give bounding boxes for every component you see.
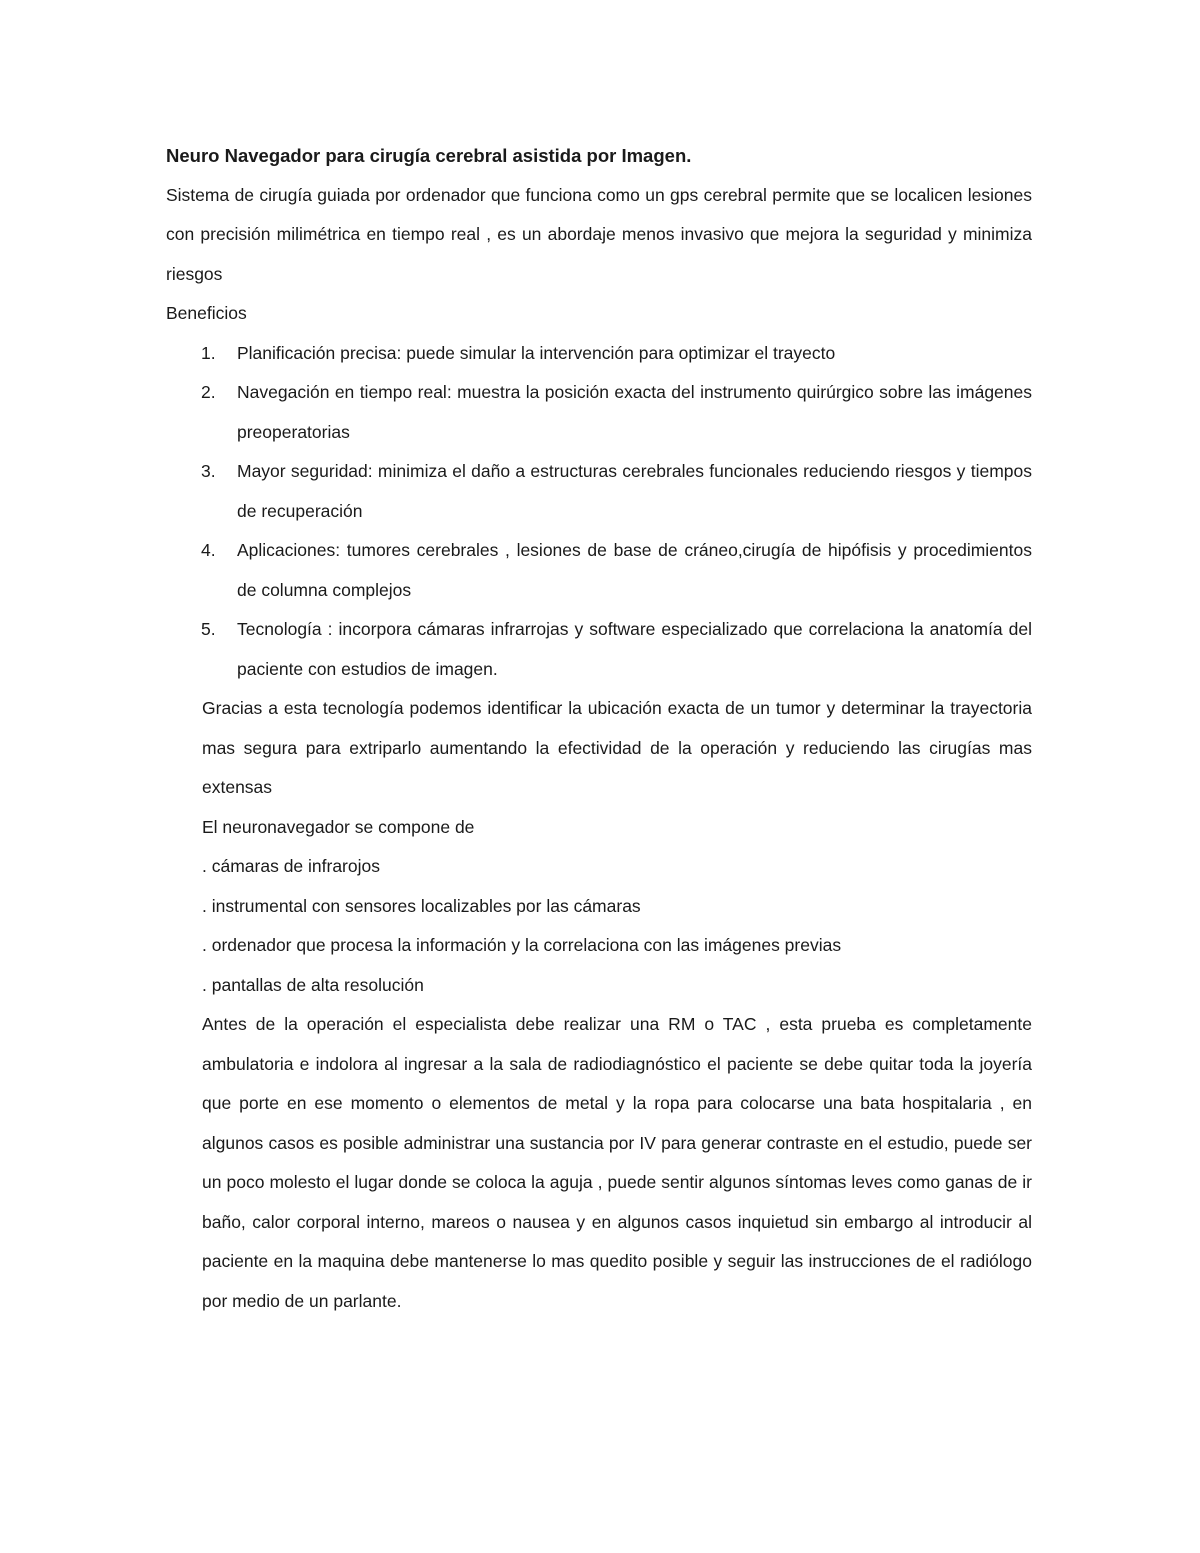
- list-item-text: Tecnología : incorpora cámaras infrarrojas y software especializado que correlaciona la anatomía del paciente con estudios de imagen.: [237, 619, 1032, 679]
- list-item: [166, 531, 1032, 610]
- components-heading: El neuronavegador se compone de: [202, 816, 475, 837]
- gracias-paragraph: Gracias a esta tecnología podemos identificar la ubicación exacta de un tumor y determinar la trayectoria mas segura para extriparlo aumentando la efectividad de la operación y reduciendo las cirugías mas extensas: [202, 698, 1032, 797]
- document-title: Neuro Navegador para cirugía cerebral asistida por Imagen.: [166, 145, 692, 166]
- document-body: [166, 136, 1032, 1321]
- closing-paragraph: Antes de la operación el especialista debe realizar una RM o TAC , esta prueba es completamente ambulatoria e indolora al ingresar a la sala de radiodiagnóstico el paciente se debe quitar toda la joyería que porte en ese momento o elementos de metal y la ropa para colocarse una bata hospitalaria , en algunos casos es posible administrar una sustancia por IV para generar contraste en el estudio, puede ser un poco molesto el lugar donde se coloca la aguja , puede sentir algunos síntomas leves como ganas de ir baño, calor corporal interno, mareos o nausea y en algunos casos inquietud sin embargo al introducir al paciente en la maquina debe mantenerse lo mas quedito posible y seguir las instrucciones de el radiólogo por medio de un parlante.: [202, 1014, 1032, 1311]
- list-item: [166, 334, 1032, 374]
- component-item: . instrumental con sensores localizables por las cámaras: [202, 895, 641, 916]
- list-item-text: Planificación precisa: puede simular la intervención para optimizar el trayecto: [237, 342, 836, 363]
- list-item: [166, 373, 1032, 452]
- component-item: . cámaras de infrarojos: [202, 856, 380, 876]
- list-item: [166, 610, 1032, 689]
- list-number: 1.: [201, 342, 216, 363]
- benefits-list: [166, 334, 1032, 690]
- list-item-text: Navegación en tiempo real: muestra la posición exacta del instrumento quirúrgico sobre las imágenes preoperatorias: [237, 382, 1032, 442]
- list-number: 5.: [201, 619, 216, 639]
- component-item: . pantallas de alta resolución: [202, 974, 424, 995]
- list-item: [166, 452, 1032, 531]
- list-number: 3.: [201, 461, 216, 481]
- list-number: 2.: [201, 382, 216, 402]
- component-item: . ordenador que procesa la información y la correlaciona con las imágenes previas: [202, 935, 842, 955]
- list-item-text: Mayor seguridad: minimiza el daño a estructuras cerebrales funcionales reduciendo riesgos y tiempos de recuperación: [237, 461, 1032, 521]
- list-item-text: Aplicaciones: tumores cerebrales , lesiones de base de cráneo,cirugía de hipófisis y procedimientos de columna complejos: [237, 540, 1032, 600]
- benefits-heading: Beneficios: [166, 303, 247, 323]
- intro-paragraph: Sistema de cirugía guiada por ordenador que funciona como un gps cerebral permite que se localicen lesiones con precisión milimétrica en tiempo real , es un abordaje menos invasivo que mejora la seguridad y minimiza riesgos: [166, 184, 1032, 284]
- list-number: 4.: [201, 540, 216, 560]
